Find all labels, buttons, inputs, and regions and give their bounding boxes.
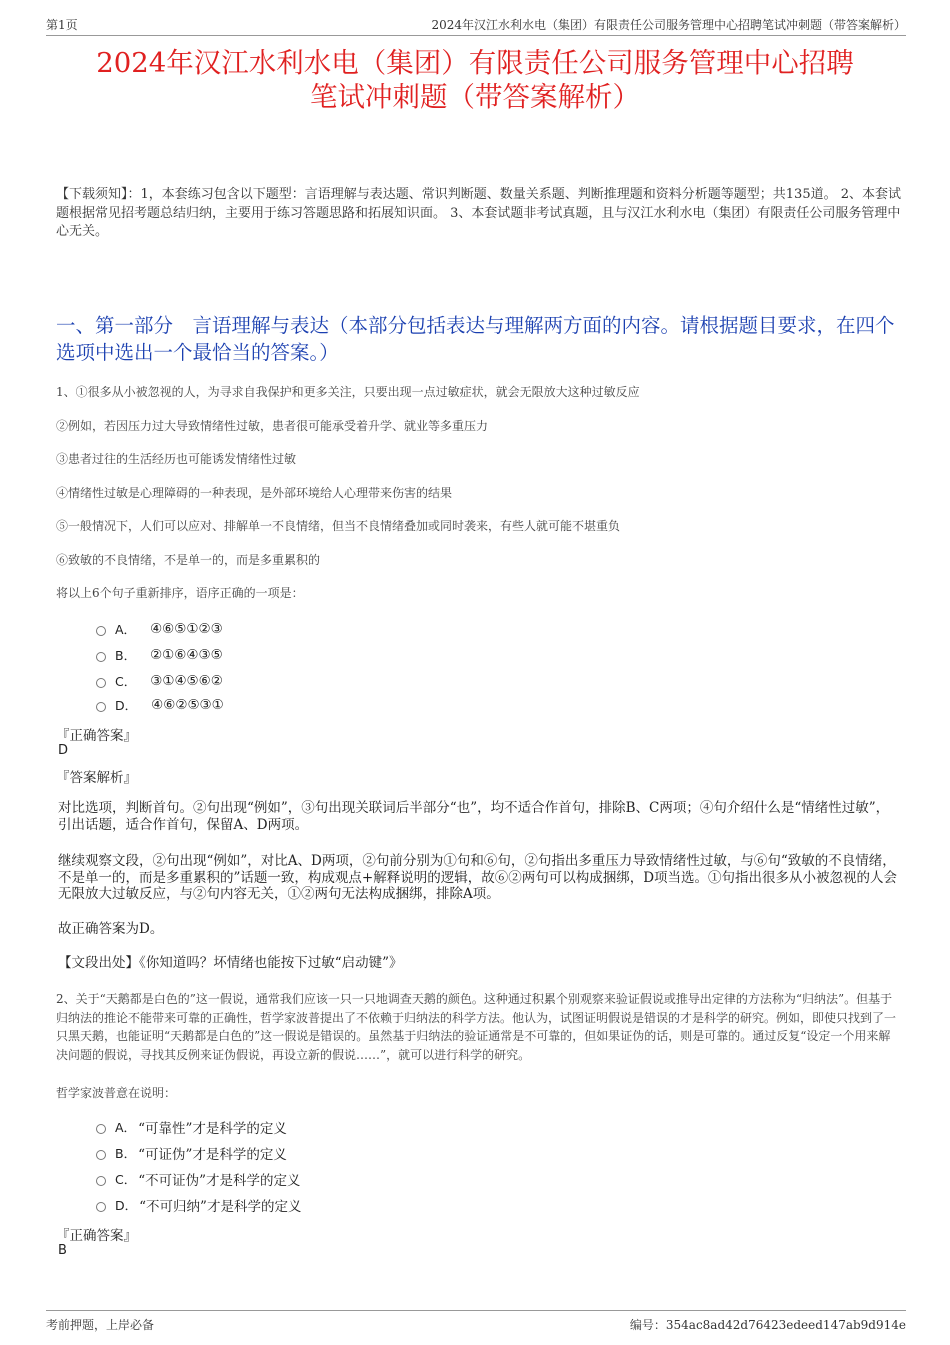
q1-sentence-2: ②例如，若因压力过大导致情绪性过敏，患者很可能承受着升学、就业等多重压力 xyxy=(56,419,489,433)
q1-answer: D xyxy=(58,743,69,758)
radio-icon[interactable] xyxy=(96,652,106,662)
option-text: “可靠性”才是科学的定义 xyxy=(138,1121,287,1137)
q1-option-a[interactable] xyxy=(96,619,223,639)
q2-answer: B xyxy=(58,1243,67,1258)
option-text: ④⑥②⑤③① xyxy=(151,697,224,713)
radio-icon[interactable] xyxy=(96,1124,106,1134)
q1-option-d[interactable] xyxy=(96,695,224,715)
option-letter: A． xyxy=(115,1120,137,1135)
radio-icon[interactable] xyxy=(96,1176,106,1186)
footer-doc-id: 编号：354ac8ad42d76423edeed147ab9d914e xyxy=(629,1318,906,1332)
page-header xyxy=(46,14,906,36)
q2-answer-label: 『正确答案』 xyxy=(56,1228,137,1244)
option-text: ②①⑥④③⑤ xyxy=(150,647,223,663)
download-notice: 【下载须知】：1，本套练习包含以下题型：言语理解与表达题、常识判断题、数量关系题、判断推理题和资料分析题等题型；共135道。 2、本套试题根据常见招考题总结归纳，主要用于练习答题思路和拓展知识面。 3、本套试题非考试真题，且与汉江水利水电（集团）有限责任公司服务管理中心无关。 xyxy=(56,187,901,239)
option-text: ③①④⑤⑥② xyxy=(150,673,223,689)
q1-analysis-para-1: 对比选项，判断首句。②句出现“例如”，③句出现关联词后半部分“也”，均不适合作首句，排除B、C两项；④句介绍什么是“情绪性过敏”，引出话题，适合作首句，保留A、D两项。 xyxy=(58,800,890,833)
radio-icon[interactable] xyxy=(96,678,106,688)
page-footer xyxy=(46,1310,906,1336)
q2-prompt: 哲学家波普意在说明： xyxy=(56,1086,177,1100)
option-text: “不可归纳”才是科学的定义 xyxy=(139,1199,302,1215)
q1-analysis-para-2: 继续观察文段，②句出现“例如”，对比A、D两项，②句前分别为①句和⑥句，②句指出多重压力导致情绪性过敏，与⑥句“致敏的不良情绪，不是单一的，而是多重累积的”话题一致，构成观点+解释说明的逻辑，故⑥②两句可以构成捆绑，D项当选。①句指出很多从小被忽视的人会无限放大过敏反应，与②句内容无关，①②两句无法构成捆绑，排除A项。 xyxy=(58,853,898,902)
q1-option-c[interactable] xyxy=(96,671,223,691)
option-text: ④⑥⑤①②③ xyxy=(150,621,223,637)
section-heading: 一、第一部分 言语理解与表达（本部分包括表达与理解两方面的内容。请根据题目要求，在四个选项中选出一个最恰当的答案。） xyxy=(56,314,895,364)
option-letter: D． xyxy=(115,1198,138,1213)
q1-sentence-1: 1、①很多从小被忽视的人，为寻求自我保护和更多关注，只要出现一点过敏症状，就会无限放大这种过敏反应 xyxy=(56,385,640,399)
option-letter: D． xyxy=(115,698,138,713)
q1-analysis-label: 『答案解析』 xyxy=(56,770,137,786)
header-title: 2024年汉江水利水电（集团）有限责任公司服务管理中心招聘笔试冲刺题（带答案解析） xyxy=(431,18,906,32)
q2-stem: 2、关于“天鹅都是白色的”这一假说，通常我们应该一只一只地调查天鹅的颜色。这种通过积累个别观察来验证假说或推导出定律的方法称为“归纳法”。但基于归纳法的推论不能带来可靠的正确性，哲学家波普提出了不依赖于归纳法的科学方法。他认为，试图证明假说是错误的才是科学的研究。例如，即使只找到了一只黑天鹅，也能证明“天鹅都是白色的”这一假说是错误的。虽然基于归纳法的验证通常是不可靠的，但如果证伪的话，则是可靠的。通过反复“设定一个用来解决问题的假说，寻找其反例来证伪假说，再设立新的假说……”，就可以进行科学的研究。 xyxy=(56,992,897,1062)
q2-option-b[interactable] xyxy=(96,1143,287,1163)
document-title xyxy=(40,46,910,114)
radio-icon[interactable] xyxy=(96,702,106,712)
option-text: “不可证伪”才是科学的定义 xyxy=(138,1173,301,1189)
radio-icon[interactable] xyxy=(96,626,106,636)
q2-option-c[interactable] xyxy=(96,1169,301,1189)
q1-source: 【文段出处】《你知道吗？坏情绪也能按下过敏“启动键”》 xyxy=(58,955,403,971)
option-letter: C． xyxy=(115,1172,137,1187)
footer-slogan: 考前押题，上岸必备 xyxy=(46,1318,155,1332)
q2-option-d[interactable] xyxy=(96,1195,301,1215)
document-title-line1: 2024年汉江水利水电（集团）有限责任公司服务管理中心招聘 xyxy=(96,47,854,79)
document-title-line2: 笔试冲刺题（带答案解析） xyxy=(310,81,640,113)
q1-analysis-conclusion: 故正确答案为D。 xyxy=(58,921,164,937)
option-text: “可证伪”才是科学的定义 xyxy=(138,1147,287,1163)
q1-option-b[interactable] xyxy=(96,645,223,665)
option-letter: B． xyxy=(115,1146,137,1161)
q1-sentence-3: ③患者过往的生活经历也可能诱发情绪性过敏 xyxy=(56,452,297,466)
q1-sentence-4: ④情绪性过敏是心理障碍的一种表现，是外部环境给人心理带来伤害的结果 xyxy=(56,486,453,500)
q1-sentence-5: ⑤一般情况下，人们可以应对、排解单一不良情绪，但当不良情绪叠加或同时袭来，有些人就可能不堪重负 xyxy=(56,519,621,533)
radio-icon[interactable] xyxy=(96,1150,106,1160)
page-number: 第1页 xyxy=(46,18,78,32)
q2-option-a[interactable] xyxy=(96,1117,287,1137)
q1-prompt: 将以上6个句子重新排序，语序正确的一项是： xyxy=(56,586,304,600)
option-letter: C． xyxy=(115,674,137,689)
q1-sentence-6: ⑥致敏的不良情绪，不是单一的，而是多重累积的 xyxy=(56,553,321,567)
option-letter: B． xyxy=(115,648,137,663)
q1-answer-label: 『正确答案』 xyxy=(56,728,137,744)
radio-icon[interactable] xyxy=(96,1202,106,1212)
option-letter: A． xyxy=(115,622,137,637)
